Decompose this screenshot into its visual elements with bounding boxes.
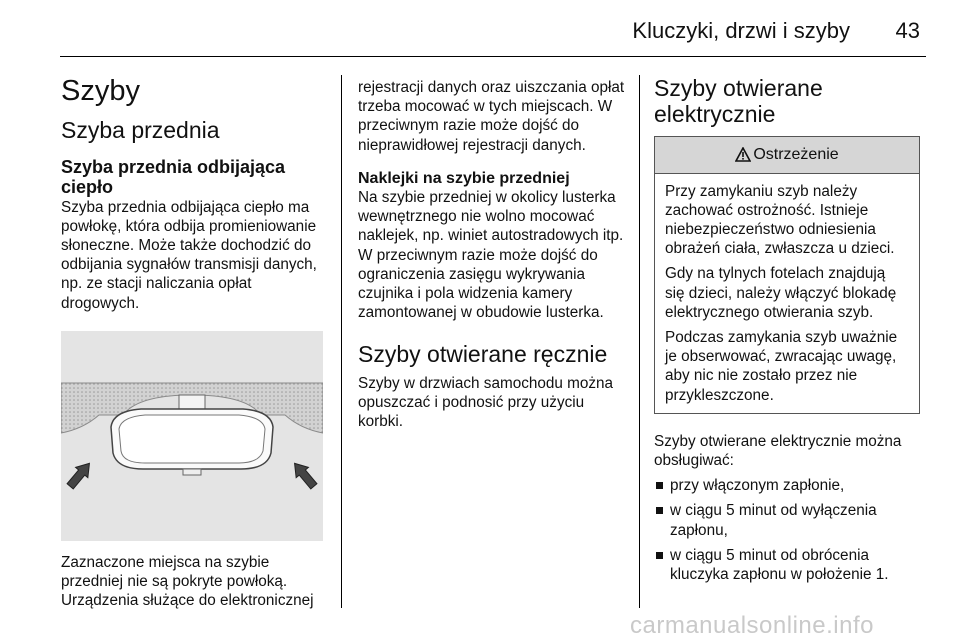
mirror-illustration-svg [61, 331, 323, 541]
heading-szyby: Szyby [61, 75, 140, 107]
header-rule [60, 56, 926, 57]
paragraph-power-window-operation: Szyby otwierane elektrycznie można obsługiwać: [654, 432, 902, 469]
column-divider-right [639, 75, 640, 608]
heading-power-windows: Szyby otwierane elektrycznie [654, 75, 823, 127]
middle-column [358, 78, 626, 431]
paragraph-heat-reflecting: Szyba przednia odbijająca ciepło ma powłokę, która odbija promieniowanie słoneczne. Może także dochodzić do odbijania sygnałów transmisji danych, np. ze stacji naliczania opłat drogowych. [61, 198, 317, 312]
list-item: w ciągu 5 minut od obrócenia kluczyka zapłonu w położenie 1. [654, 546, 920, 584]
running-title: Kluczyki, drzwi i szyby [632, 18, 850, 43]
right-column [654, 76, 920, 584]
bullet-square-icon [656, 552, 663, 559]
warning-paragraph-1: Przy zamykaniu szyb należy zachować ostrożność. Istnieje niebezpieczeństwo odniesienia obrażeń ciała, zwłaszcza u dzieci. [665, 182, 895, 258]
heading-szyba-przednia: Szyba przednia [61, 116, 220, 143]
warning-paragraph-2: Gdy na tylnych fotelach znajdują się dzieci, należy włączyć blokadę elektrycznego otwierania szyb. [665, 265, 897, 321]
operation-conditions-list [654, 476, 920, 584]
paragraph-stickers: Na szybie przedniej w okolicy lusterka wewnętrznego nie wolno mocować naklejek, np. winiet autostradowych itp. W przeciwnym razie może dojść do ograniczenia zasięgu wykrywania czujnika i pola widzenia kamery zamontowanej w obudowie lusterka. [358, 189, 624, 322]
paragraph-manual-windows: Szyby w drzwiach samochodu można opuszczać i podnosić przy użyciu korbki. [358, 374, 614, 431]
column-divider-left [341, 75, 342, 608]
heading-heat-reflecting-windshield: Szyba przednia odbijająca ciepło [61, 157, 286, 198]
page-header [0, 0, 960, 60]
watermark: carmanualsonline.info [630, 612, 874, 639]
figure-caption: Zaznaczone miejsca na szybie przedniej nie są pokryte powłoką. Urządzenia służące do elektronicznej [61, 553, 314, 610]
warning-triangle-icon [735, 147, 751, 162]
warning-body [655, 174, 919, 413]
heading-windshield-stickers: Naklejki na szybie przedniej [358, 169, 570, 187]
warning-header [655, 137, 919, 174]
warning-title: Ostrzeżenie [753, 145, 839, 163]
list-item: przy włączonym zapłonie, [654, 476, 920, 495]
heading-manual-windows: Szyby otwierane ręcznie [358, 341, 608, 368]
warning-paragraph-3: Podczas zamykania szyb uważnie je obserwować, zwracając uwagę, aby nic nie zostało przez nie przykleszczone. [665, 328, 898, 404]
page-number: 43 [895, 18, 920, 43]
paragraph-registration-continued: rejestracji danych oraz uiszczania opłat trzeba mocować w tych miejscach. W przeciwnym razie może dojść do nieprawidłowej rejestracji danych. [358, 79, 625, 154]
bullet-square-icon [656, 507, 663, 514]
left-column [61, 70, 327, 610]
rearview-mirror-windshield-illustration [61, 331, 323, 541]
bullet-square-icon [656, 482, 663, 489]
warning-box [654, 136, 920, 414]
list-item: w ciągu 5 minut od wyłączenia zapłonu, [654, 501, 920, 539]
